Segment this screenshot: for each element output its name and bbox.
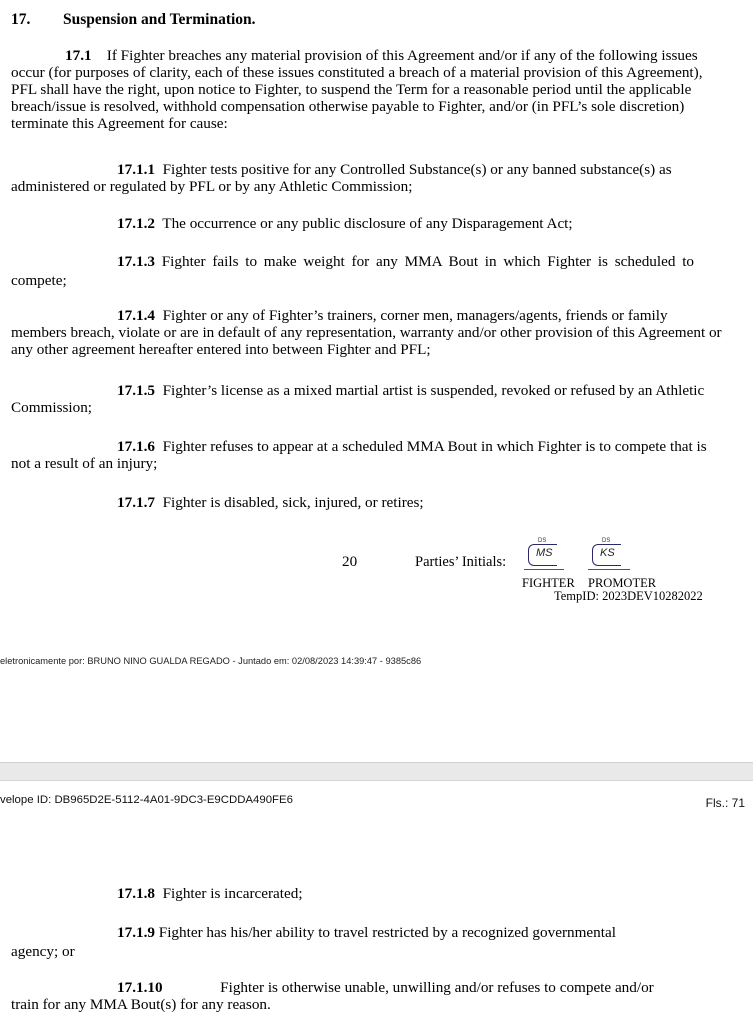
clause-number: 17.1.6 — [117, 438, 155, 455]
subclause-17-1-1 — [11, 161, 726, 195]
clause-text-line2: compete; — [11, 272, 67, 289]
clause-number: 17.1.1 — [117, 161, 155, 178]
clause-number: 17.1.8 — [117, 885, 155, 902]
subclause-17-1-7 — [11, 494, 726, 511]
clause-number: 17.1.9 — [117, 924, 155, 941]
clause-number: 17.1 — [65, 47, 92, 64]
promoter-initials-line — [588, 569, 630, 570]
clause-number: 17.1.5 — [117, 382, 155, 399]
section-heading — [11, 11, 256, 29]
clause-number: 17.1.7 — [117, 494, 155, 511]
clause-text-line2: agency; or — [11, 943, 75, 960]
temp-id: TempID: 2023DEV10282022 — [554, 589, 703, 603]
promoter-label: PROMOTER — [588, 576, 657, 590]
clause-text: Fighter tests positive for any Controlled Substance(s) or any banned substance(s) as administered or regulated by PFL or by any Athletic Commission; — [11, 161, 672, 195]
subclause-17-1-8 — [11, 885, 726, 902]
initials-label: Parties’ Initials: — [415, 554, 507, 570]
envelope-id: velope ID: DB965D2E-5112-4A01-9DC3-E9CDDA490FE6 — [0, 794, 293, 806]
clause-text: If Fighter breaches any material provision of this Agreement and/or if any of the following issues occur (for purposes of clarity, each of these issues constituted a breach of a material provision of this Agreement), PFL shall have the right, upon notice to Fighter, to suspend the Term for a reasonable period until the applicable breach/issue is resolved, withhold compensation otherwise payable to Fighter, and/or (in PFL’s sole discretion) terminate this Agreement for cause: — [11, 47, 703, 132]
clause-text-line1: Fighter has his/her ability to travel restricted by a recognized governmental — [158, 924, 616, 941]
ds-mark: DS — [538, 538, 547, 544]
section-title: Suspension and Termination. — [63, 11, 256, 28]
clause-number: 17.1.3 — [117, 253, 155, 270]
fighter-initials-signature — [528, 538, 557, 566]
clause-number: 17.1.4 — [117, 307, 155, 324]
subclause-17-1-4 — [11, 307, 726, 358]
clause-number: 17.1.2 — [117, 215, 155, 232]
clause-text: Fighter or any of Fighter’s trainers, corner men, managers/agents, friends or family members breach, violate or are in default of any representation, warranty and/or other provision of this Agreement or any other agreement hereafter entered into between Fighter and PFL; — [11, 307, 722, 358]
ds-mark: DS — [602, 538, 611, 544]
promoter-initials: KS — [600, 547, 615, 559]
subclause-17-1-6 — [11, 438, 726, 472]
clause-text-line1: Fighter fails to make weight for any MMA Bout in which Fighter is scheduled to — [161, 253, 695, 270]
section-number: 17. — [11, 11, 31, 28]
clause-text-line2: train for any MMA Bout(s) for any reason. — [11, 996, 271, 1013]
clause-text: Fighter refuses to appear at a scheduled MMA Bout in which Fighter is to compete that is not a result of an injury; — [11, 438, 707, 472]
clause-text-line1: Fighter is otherwise unable, unwilling and/or refuses to compete and/or — [220, 979, 654, 996]
subclause-17-1-3 — [11, 252, 726, 290]
clause-text: Fighter is disabled, sick, injured, or retires; — [162, 494, 424, 511]
fighter-initials: MS — [536, 547, 553, 559]
fighter-label: FIGHTER — [522, 576, 575, 590]
clause-17-1 — [11, 47, 726, 132]
promoter-initials-signature — [592, 538, 621, 566]
clause-text: Fighter is incarcerated; — [162, 885, 303, 902]
clause-text: The occurrence or any public disclosure of any Disparagement Act; — [162, 215, 573, 232]
subclause-17-1-10 — [11, 979, 726, 1013]
subclause-17-1-5 — [11, 382, 726, 416]
clause-number: 17.1.10 — [117, 979, 163, 996]
subclause-17-1-2 — [11, 215, 726, 232]
page-number: 20 — [342, 553, 358, 570]
fighter-initials-line — [524, 569, 564, 570]
clause-text: Fighter’s license as a mixed martial artist is suspended, revoked or refused by an Athletic Commission; — [11, 382, 705, 416]
page-separator — [0, 762, 753, 781]
subclause-17-1-9 — [11, 923, 726, 961]
electronic-stamp: eletronicamente por: BRUNO NINO GUALDA REGADO - Juntado em: 02/08/2023 14:39:47 - 9385c86 — [0, 656, 422, 666]
fls-page-label: Fls.: 71 — [705, 796, 745, 810]
